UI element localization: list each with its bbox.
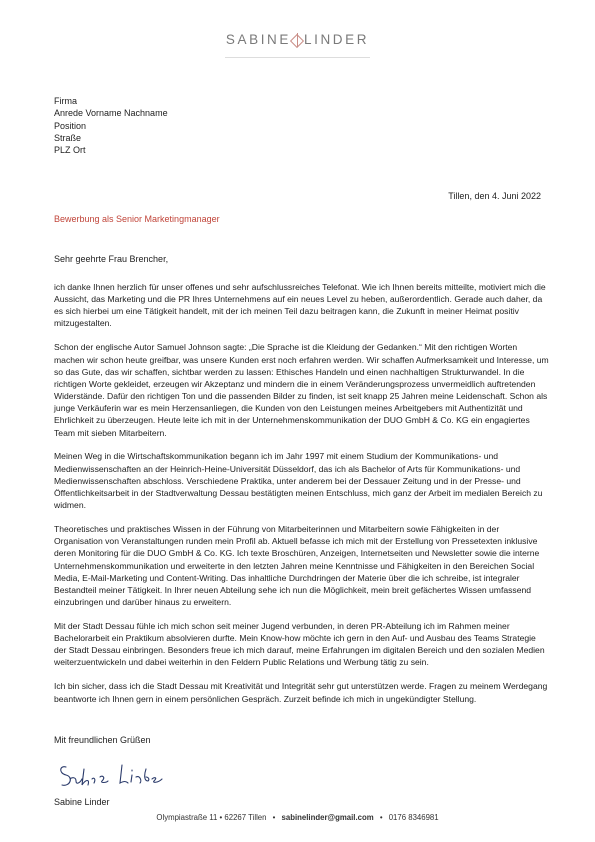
footer-email[interactable]: sabinelinder@gmail.com bbox=[281, 813, 374, 822]
handwritten-signature bbox=[56, 755, 166, 795]
recipient-address bbox=[54, 95, 168, 156]
recipient-line: PLZ Ort bbox=[54, 145, 86, 156]
recipient-line: Position bbox=[54, 120, 87, 131]
brand-logo bbox=[226, 32, 369, 47]
recipient-line: Anrede Vorname Nachname bbox=[54, 108, 168, 119]
closing-phrase: Mit freundlichen Grüßen bbox=[54, 735, 151, 745]
brand-last-name: LINDER bbox=[304, 32, 370, 47]
body-paragraph: Theoretisches und praktisches Wissen in der Führung von Mitarbeiterinnen und Mitarbeitern sowie Fähigkeiten in der Organisation von Veranstaltungen runden mein Profil ab. Aktuell befasse ich mich mit der Erstellung von Pressetexten inklusive deren Monitoring für die DUO GmbH & Co. KG. Ich texte Broschüren, Anzeigen, Internetseiten und Newsletter sowie die interne Unternehmenskommunikation und erweiterte in den letzten Jahren meine Kenntnisse und Fähigkeiten in den Bereichen Social Media, E-Mail-Marketing und Content-Writing. Das inhaltliche Durchdringen der Materie über die ich schreibe, ist integraler Bestandteil meiner Tätigkeit. In Ihrer neuen Abteilung sehe ich nun die Möglichkeit, mein breit gefächertes Wissen umfassend einzubringen und darüber hinaus zu erweitern. bbox=[54, 524, 540, 607]
footer-phone: 0176 8346981 bbox=[388, 813, 439, 822]
recipient-line: Firma bbox=[54, 96, 77, 106]
footer-separator: • bbox=[379, 813, 383, 822]
body-paragraph: ich danke Ihnen herzlich für unser offenes und sehr aufschlussreiches Telefonat. Wie ich Ihnen bereits mitteilte, motiviert mich die Aussicht, das Marketing und die PR Ihres Unternehmens auf ein neues Level zu heben, außerordentlich. Gerade auch daher, da es sich hierbei um eine Tätigkeit handelt, mit der ich meinen Teil dazu beitragen kann, die Zukunft in meiner Heimat positiv mitzugestalten. bbox=[54, 282, 546, 329]
body-paragraph: Meinen Weg in die Wirtschaftskommunikation begann ich im Jahr 1997 mit einem Studium der Kommunikations- und Medienwissenschaften an der Heinrich-Heine-Universität Düsseldorf, das ich als Bachelor of Arts für Kommunikations- und Medienwissenschaften abschloss. Verschiedene Praktika, unter anderem bei der Dessauer Zeitung und in der Presse- und Öffentlichkeitsarbeit in der Stadtverwaltung Dessau bestätigten meinen Entschluss, mich ganz der Arbeit im medialen Bereich zu widmen. bbox=[54, 451, 543, 511]
letterhead bbox=[0, 31, 595, 57]
body-paragraph: Ich bin sicher, dass ich die Stadt Dessau mit Kreativität und Integrität sehr gut unterstützen werde. Fragen zu meinem Werdegang beantworte ich Ihnen gern in einem persönlichen Gespräch. Zurzeit befinde ich mich in ungekündigter Stellung. bbox=[54, 681, 548, 704]
footer-separator: • bbox=[272, 813, 276, 822]
brand-first-name: SABINE bbox=[225, 32, 291, 47]
body-paragraph: Schon der englische Autor Samuel Johnson sagte: „Die Sprache ist die Kleidung der Gedanken.“ Mit den richtigen Worten machen wir schon heute greifbar, was unsere Kunden erst noch erfahren werden. Wir schaffen Aufmerksamkeit und Interesse, um so das Gute, das wir schaffen, sichtbar werden zu lassen: Ethisches Handeln und einen nachhaltigen Strukturwandel. In die richtigen Worte gekleidet, erzeugen wir Akzeptanz und mindern die in einem Veränderungsprozess unvermeidlich auftretenden Widerstände. Dafür den richtigen Ton und die passenden Bilder zu finden, ist seit knapp 25 Jahren meine Leidenschaft. Schon als junge Verkäuferin war es mein Herzensanliegen, die Kunden von den Leistungen meines Arbeitgebers mit Authentizität und Ehrlichkeit zu überzeugen. Heute leite ich mit in der Unternehmenskommunikation der DUO GmbH & Co. KG ein engagiertes Team mit sieben Mitarbeitern. bbox=[54, 342, 549, 438]
letter-body bbox=[54, 281, 549, 716]
letter-subject: Bewerbung als Senior Marketingmanager bbox=[54, 214, 220, 224]
recipient-line: Straße bbox=[54, 132, 82, 143]
letter-date: Tillen, den 4. Juni 2022 bbox=[448, 191, 541, 201]
footer-contact bbox=[0, 813, 595, 822]
header-divider bbox=[225, 57, 370, 58]
signer-name: Sabine Linder bbox=[54, 797, 110, 807]
salutation: Sehr geehrte Frau Brencher, bbox=[54, 254, 169, 264]
diamond-icon bbox=[297, 33, 298, 47]
footer-address: Olympiastraße 11 • 62267 Tillen bbox=[156, 813, 267, 822]
body-paragraph: Mit der Stadt Dessau fühle ich mich schon seit meiner Jugend verbunden, in deren PR-Abteilung ich im Rahmen meiner Bachelorarbeit ein Praktikum absolvieren durfte. Mein Know-how möchte ich gern in den Auf- und Ausbau des Teams Strategie der Stadt Dessau einbringen. Besonders freue ich mich darauf, meine Erfahrungen im digitalen Bereich und den sozialen Medien weiterzuentwickeln und dabei weiterhin in den Feldern Public Relations und Werbung tätig zu sein. bbox=[54, 620, 545, 668]
